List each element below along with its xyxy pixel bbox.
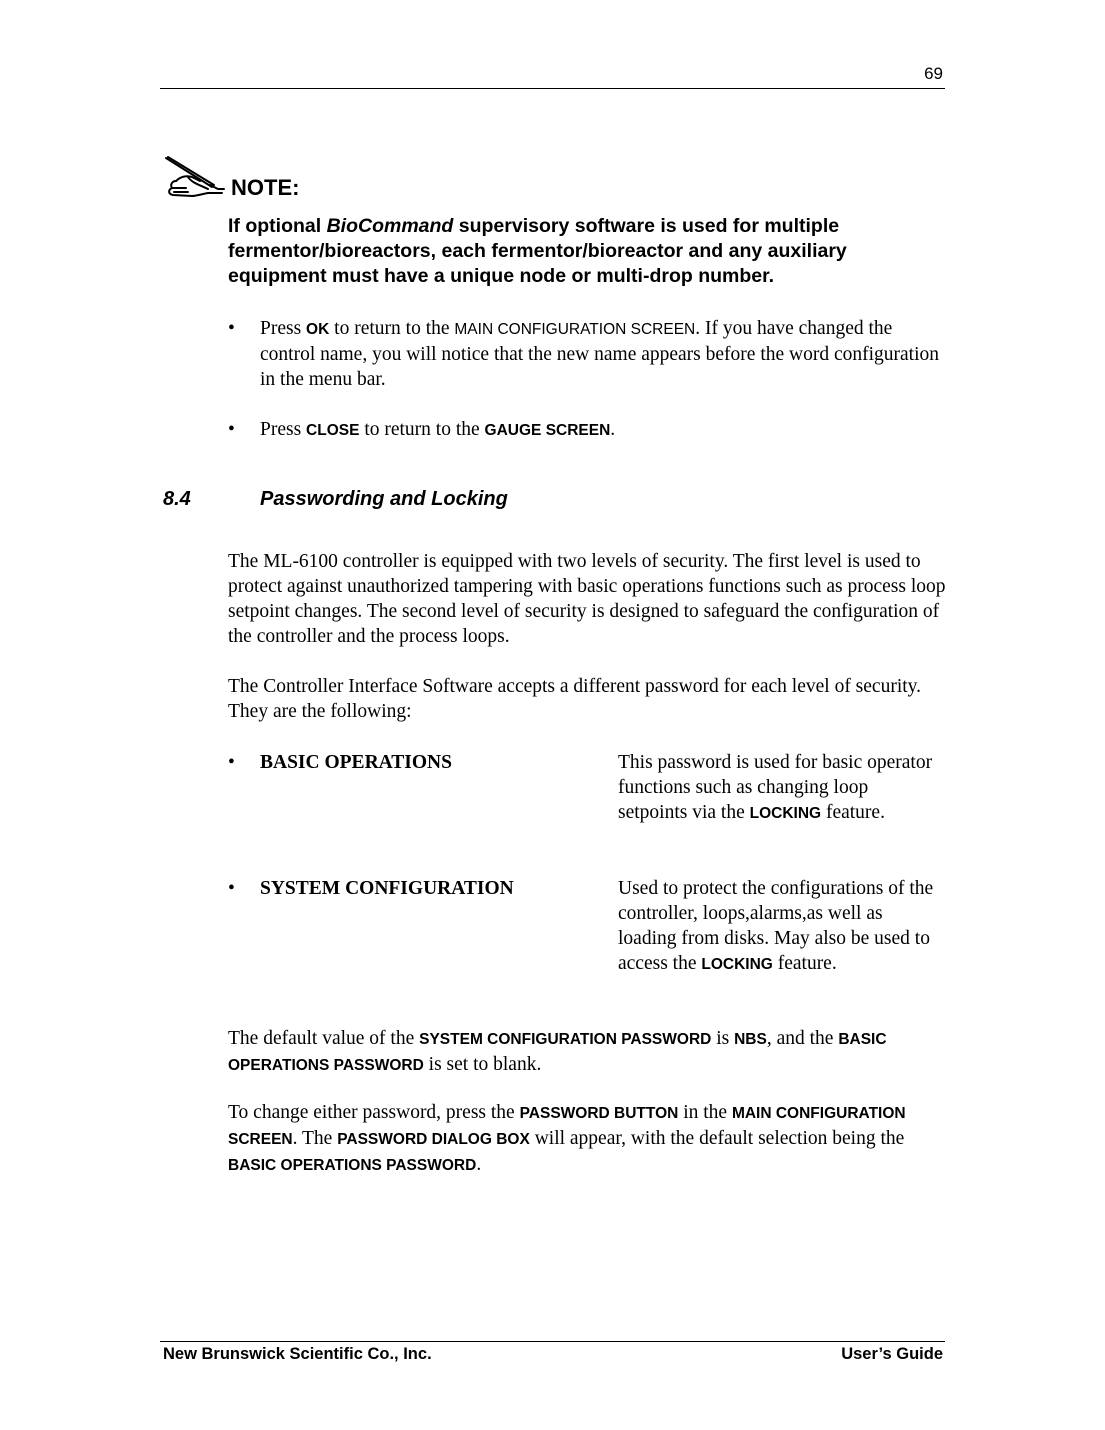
ok-keyword: OK [306,321,330,338]
header-rule [160,88,945,89]
note-label: NOTE: [231,175,300,200]
main-configuration-screen-keyword: MAIN CONFIGURATION SCREEN [454,321,696,338]
bullet-glyph: • [228,318,235,339]
writing-hand-icon [162,155,228,201]
list-item-text: Press OK to return to the MAIN CONFIGURATION SCREEN. If you have changed the control name, you will notice that the new name appears before the word configuration in the menu bar. [260,318,940,390]
main-configuration-screen-keyword: MAIN CONFIGURATION SCREEN [228,1105,906,1148]
note-body: If optional BioCommand supervisory software is used for multiple fermentor/bioreactors, each fermentor/bioreactor and any auxiliary equipment must have a unique node or multi-drop number. [228,215,847,287]
list-item-text: Press CLOSE to return to the GAUGE SCREEN. [260,419,616,440]
page-number: 69 [924,64,943,83]
footer-company: New Brunswick Scientific Co., Inc. [163,1345,432,1363]
security-level-system-configuration [228,876,950,1001]
paragraph-change-password: To change either password, press the PASSWORD BUTTON in the MAIN CONFIGURATION SCREEN. The PASSWORD DIALOG BOX will appear, with the default selection being the BASIC OPERATIONS PASSWORD. [228,1102,906,1175]
paragraph-default-passwords: The default value of the SYSTEM CONFIGURATION PASSWORD is NBS, and the BASIC OPERATIONS PASSWORD is set to blank. [228,1028,887,1075]
footer-guide-title: User’s Guide [841,1345,943,1363]
bullet-glyph: • [228,878,235,899]
system-configuration-password-keyword: SYSTEM CONFIGURATION PASSWORD [419,1031,712,1048]
nbs-keyword: NBS [734,1031,767,1048]
close-keyword: CLOSE [306,422,360,439]
footer-rule [160,1341,945,1342]
basic-operations-password-keyword: BASIC OPERATIONS PASSWORD [228,1157,477,1174]
section-number: 8.4 [163,488,191,510]
bullet-glyph: • [228,419,235,440]
list-item-press-close [228,417,950,442]
locking-keyword: LOCKING [749,805,822,822]
section-title: Passwording and Locking [260,488,508,510]
bullet-glyph: • [228,752,235,773]
security-level-description: This password is used for basic operator functions such as changing loop setpoints via the LOCKING feature. [618,752,933,823]
security-level-term: SYSTEM CONFIGURATION [260,878,514,899]
gauge-screen-keyword: GAUGE SCREEN [484,422,611,439]
password-button-keyword: PASSWORD BUTTON [519,1105,679,1122]
paragraph-security-levels: The ML-6100 controller is equipped with two levels of security. The first level is used to protect against unauthorized tampering with basic operations functions such as process loop setpoint changes. The second level of security is designed to safeguard the configuration of the controller and the process loops. [228,551,946,647]
security-level-basic-operations [228,750,950,850]
locking-keyword: LOCKING [701,956,773,973]
security-level-description: Used to protect the configurations of the controller, loops,alarms,as well as loading from disks. May also be used to access the LOCKING feature. [618,878,934,974]
basic-operations-password-keyword: BASIC OPERATIONS PASSWORD [228,1031,887,1074]
security-level-term: BASIC OPERATIONS [260,752,452,773]
paragraph-controller-interface: The Controller Interface Software accepts a different password for each level of security. They are the following: [228,676,922,722]
list-item-press-ok [228,316,950,391]
password-dialog-box-keyword: PASSWORD DIALOG BOX [337,1131,530,1148]
